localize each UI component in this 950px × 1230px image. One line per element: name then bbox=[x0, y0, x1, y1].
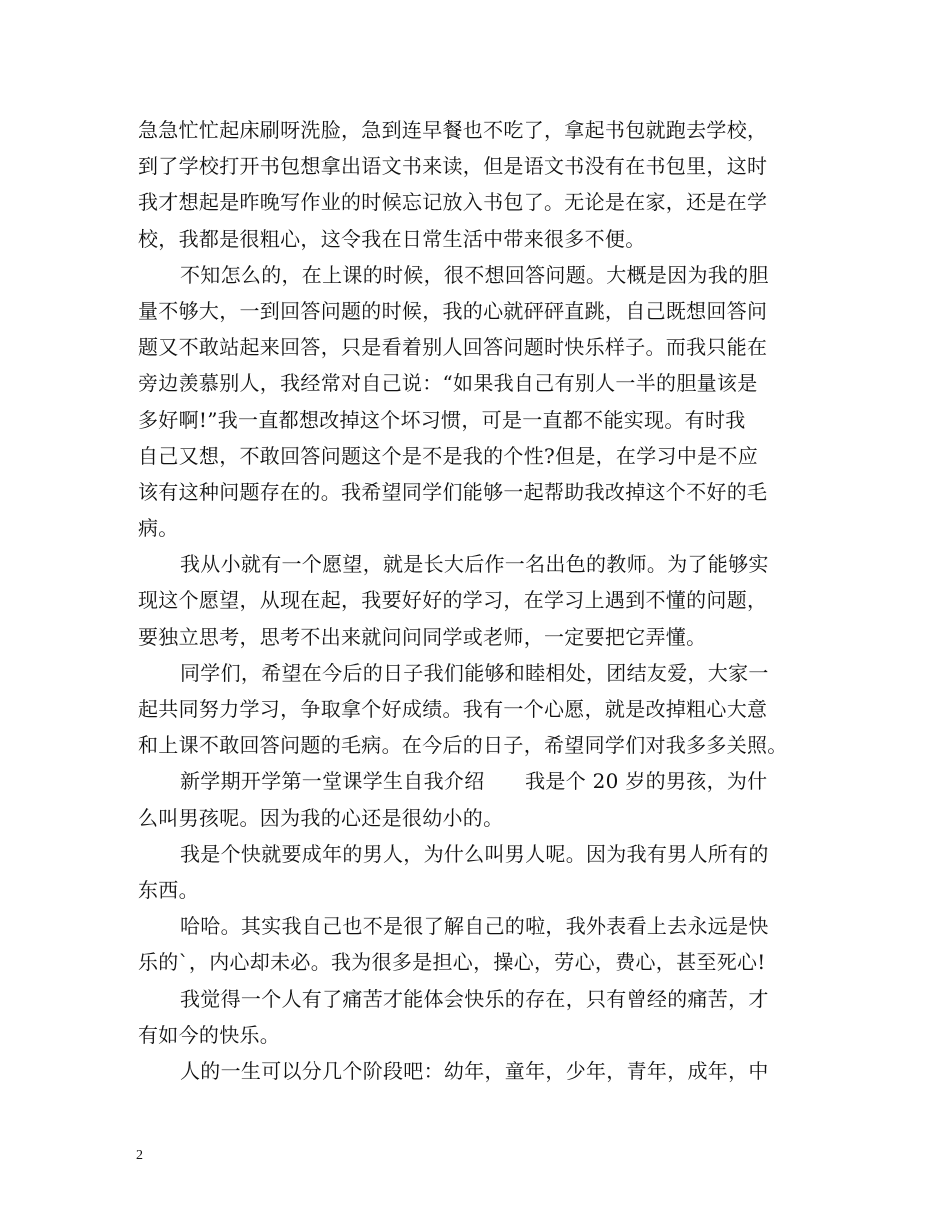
text-line: 我从小就有一个愿望，就是长大后作一名出色的教师。为了能够实 bbox=[180, 552, 769, 577]
text-line: 我才想起是昨晚写作业的时候忘记放入书包了。无论是在家，还是在学 bbox=[138, 190, 768, 215]
body-text bbox=[138, 112, 814, 1089]
text-line: 题又不敢站起来回答，只是看着别人回答问题时快乐样子。而我只能在 bbox=[138, 335, 768, 360]
text-line: 病。 bbox=[138, 516, 179, 541]
text-line: 么叫男孩呢。因为我的心还是很幼小的。 bbox=[138, 805, 504, 830]
text-line: 和上课不敢回答问题的毛病。在今后的日子，希望同学们对我多多关照。 bbox=[138, 733, 788, 758]
text-line: 自己又想，不敢回答问题这个是不是我的个性?但是，在学习中是不应 bbox=[138, 443, 759, 468]
text-line: 东西。 bbox=[138, 877, 199, 902]
text-line: 急急忙忙起床刷呀洗脸，急到连早餐也不吃了，拿起书包就跑去学校， bbox=[138, 118, 768, 142]
text-line: 人的一生可以分几个阶段吧：幼年，童年，少年，青年，成年，中 bbox=[180, 1058, 769, 1083]
text-line: 不知怎么的，在上课的时候，很不想回答问题。大概是因为我的胆 bbox=[180, 262, 769, 287]
text-line: 我是个快就要成年的男人，为什么叫男人呢。因为我有男人所有的 bbox=[180, 841, 769, 866]
text-line: 现这个愿望，从现在起，我要好好的学习，在学习上遇到不懂的问题， bbox=[138, 588, 768, 613]
text-line: 我觉得一个人有了痛苦才能体会快乐的存在，只有曾经的痛苦，才 bbox=[180, 986, 769, 1011]
text-line: 该有这种问题存在的。我希望同学们能够一起帮助我改掉这个不好的毛 bbox=[138, 479, 768, 504]
text-line: 起共同努力学习，争取拿个好成绩。我有一个心愿，就是改掉粗心大意 bbox=[138, 697, 768, 721]
text-line: 多好啊!”我一直都想改掉这个坏习惯，可是一直都不能实现。有时我 bbox=[138, 407, 746, 432]
text-line: 乐的`，内心却未必。我为很多是担心，操心，劳心，费心，甚至死心! bbox=[138, 950, 766, 975]
page-number: 2 bbox=[136, 1148, 143, 1163]
text-line: 到了学校打开书包想拿出语文书来读，但是语文书没有在书包里，这时 bbox=[138, 154, 768, 179]
text-line: 校，我都是很粗心，这令我在日常生活中带来很多不便。 bbox=[138, 226, 646, 251]
text-line: 有如今的快乐。 bbox=[138, 1022, 281, 1047]
text-line: 量不够大，一到回答问题的时候，我的心就砰砰直跳，自己既想回答问 bbox=[138, 298, 768, 323]
text-line: 要独立思考，思考不出来就问问同学或老师，一定要把它弄懂。 bbox=[138, 624, 707, 649]
text-line: 同学们，希望在今后的日子我们能够和睦相处，团结友爱，大家一 bbox=[180, 660, 769, 685]
text-line: 哈哈。其实我自己也不是很了解自己的啦，我外表看上去永远是快 bbox=[180, 914, 769, 939]
text-line: 新学期开学第一堂课学生自我介绍 我是个 20 岁的男孩，为什 bbox=[180, 769, 768, 794]
text-line: 旁边羡慕别人，我经常对自己说：“如果我自己有别人一半的胆量该是 bbox=[138, 371, 758, 396]
